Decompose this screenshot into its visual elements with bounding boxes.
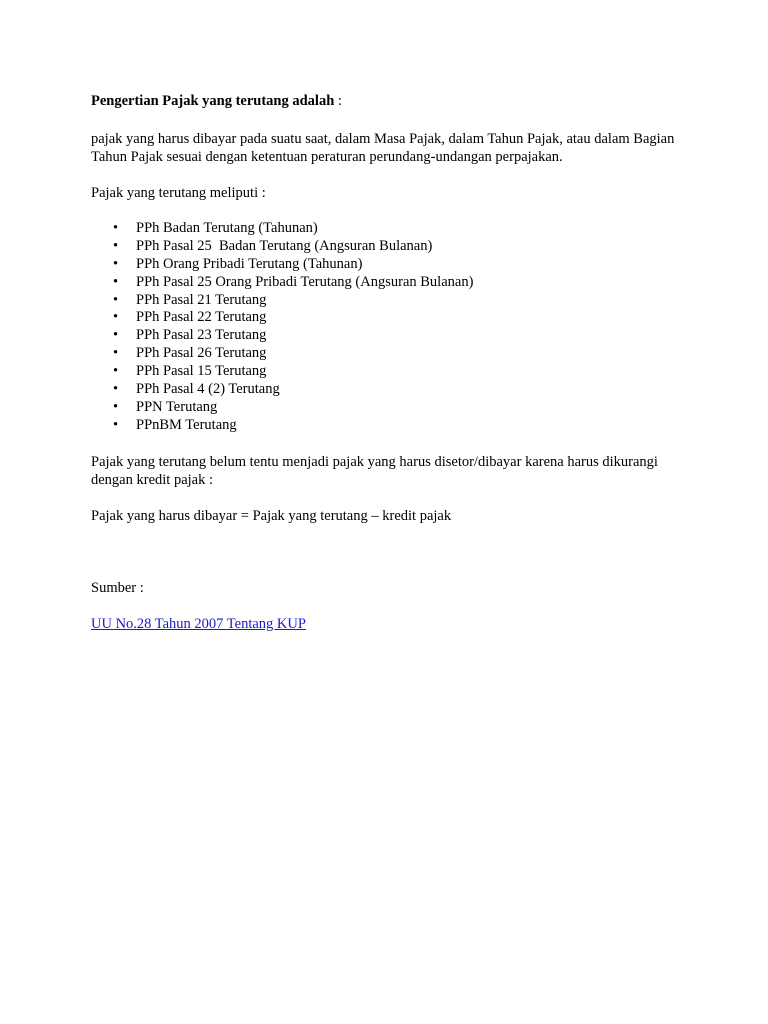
list-item-text: PPh Orang Pribadi Terutang (Tahunan) xyxy=(136,255,363,272)
bullet-icon: • xyxy=(113,416,119,433)
definition-paragraph: pajak yang harus dibayar pada suatu saat, dalam Masa Pajak, dalam Tahun Pajak, atau dalam Bagian Tahun Pajak sesuai dengan ketentuan peraturan perundang-undangan perpajakan. xyxy=(91,131,675,165)
bullet-icon: • xyxy=(113,237,119,254)
bullet-icon: • xyxy=(113,345,119,362)
list-item-text: PPh Pasal 26 Terutang xyxy=(136,345,267,362)
list-item xyxy=(91,327,691,345)
heading-suffix: : xyxy=(334,93,342,109)
tax-list xyxy=(91,220,691,435)
list-item-text: PPh Badan Terutang (Tahunan) xyxy=(136,220,318,236)
list-item xyxy=(91,399,691,417)
note-paragraph: Pajak yang terutang belum tentu menjadi pajak yang harus disetor/dibayar karena harus dikurangi dengan kredit pajak : xyxy=(91,453,658,488)
list-item xyxy=(91,363,691,381)
bullet-icon: • xyxy=(113,291,119,308)
heading-bold: Pengertian Pajak yang terutang adalah xyxy=(91,93,335,109)
list-item xyxy=(91,238,691,256)
bullet-icon: • xyxy=(113,363,119,380)
bullet-icon: • xyxy=(113,273,119,290)
bullet-icon: • xyxy=(113,255,119,272)
list-item-text: PPh Pasal 22 Terutang xyxy=(136,309,267,326)
list-item xyxy=(91,381,691,399)
list-item-text: PPh Pasal 15 Terutang xyxy=(136,363,267,380)
source-reference xyxy=(91,615,691,633)
bullet-icon: • xyxy=(113,381,119,398)
bullet-icon: • xyxy=(113,398,119,415)
formula: Pajak yang harus dibayar = Pajak yang terutang – kredit pajak xyxy=(91,507,452,524)
bullet-icon: • xyxy=(113,327,119,344)
list-item xyxy=(91,417,691,435)
list-item-text: PPh Pasal 21 Terutang xyxy=(136,291,267,308)
list-item-text: PPh Pasal 4 (2) Terutang xyxy=(136,381,280,398)
list-item-text: PPh Pasal 25 Orang Pribadi Terutang (Angsuran Bulanan) xyxy=(136,273,474,290)
list-item-text: PPN Terutang xyxy=(136,398,218,415)
source-link[interactable]: UU No.28 Tahun 2007 Tentang KUP xyxy=(91,615,306,632)
source-label: Sumber : xyxy=(91,579,144,596)
heading xyxy=(91,92,691,110)
list-intro: Pajak yang terutang meliputi : xyxy=(91,185,266,201)
list-item xyxy=(91,220,691,238)
list-item xyxy=(91,256,691,274)
list-item-text: PPh Pasal 25 Badan Terutang (Angsuran Bulanan) xyxy=(136,237,433,254)
document-page xyxy=(91,92,691,633)
list-item-text: PPnBM Terutang xyxy=(136,416,237,433)
bullet-icon: • xyxy=(113,309,119,326)
bullet-icon: • xyxy=(113,220,119,236)
list-item xyxy=(91,345,691,363)
list-item xyxy=(91,292,691,310)
list-item-text: PPh Pasal 23 Terutang xyxy=(136,327,267,344)
list-item xyxy=(91,274,691,292)
list-item xyxy=(91,309,691,327)
